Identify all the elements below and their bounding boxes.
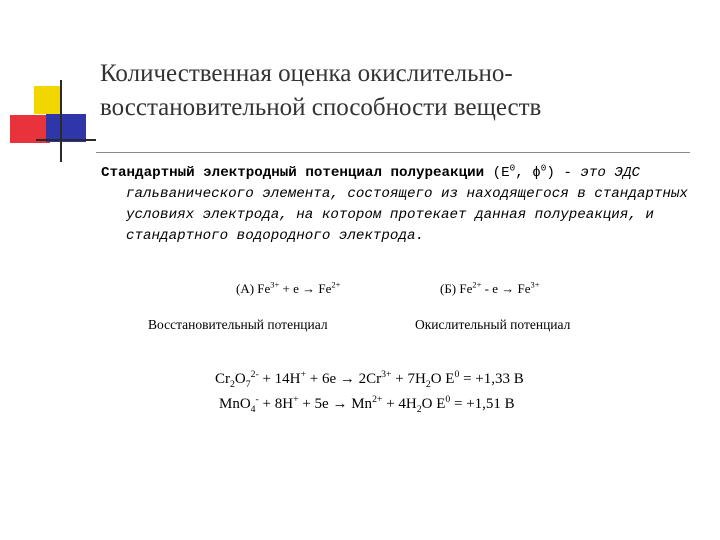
slide-title-line-1: Количественная оценка окислительно-	[100, 60, 513, 87]
decor-horizontal-line	[36, 139, 96, 141]
decor-vertical-line	[60, 80, 62, 162]
equation-dichromate: $Cr_2O_7^{2-} + 14H^+ + 6e \to 2Cr^{3+} + 7H_2O$ $E^0 = +1,33$ В	[215, 369, 524, 390]
reaction-a: (А) $Fe^{3+} + е \to Fe^{2+}$	[236, 279, 341, 296]
definition-paragraph	[101, 163, 701, 247]
slide-title	[100, 57, 710, 125]
decor-blue-square	[46, 114, 86, 142]
decor-yellow-square	[34, 86, 62, 114]
definition-term: Стандартный электродный потенциал полуреакции	[101, 165, 485, 181]
equation-permanganate: $MnO_4^- + 8H^+ + 5e \to Mn^{2+} + 4H_2O$ $E^0 = +1,51$ В	[219, 394, 515, 415]
caption-reduction-potential: Восстановительный потенциал	[148, 317, 328, 332]
definition-line-3: условиях электрода, на котором протекает данная полуреакция, и	[126, 207, 654, 223]
slide-title-line-2: восстановительной способности веществ	[100, 94, 542, 121]
definition-line-2: гальванического элемента, состоящего из находящегося в стандартных	[126, 186, 688, 202]
definition-line-1: Стандартный электродный потенциал полуреакции ($E^0$, $\phi^0$) - это ЭДС	[101, 162, 640, 181]
title-underline	[96, 152, 690, 153]
caption-oxidation-potential: Окислительный потенциал	[415, 317, 571, 332]
definition-line-4: стандартного водородного электрода.	[126, 228, 424, 244]
reaction-b: (Б) $Fe^{2+} - е \to Fe^{3+}$	[440, 279, 540, 296]
